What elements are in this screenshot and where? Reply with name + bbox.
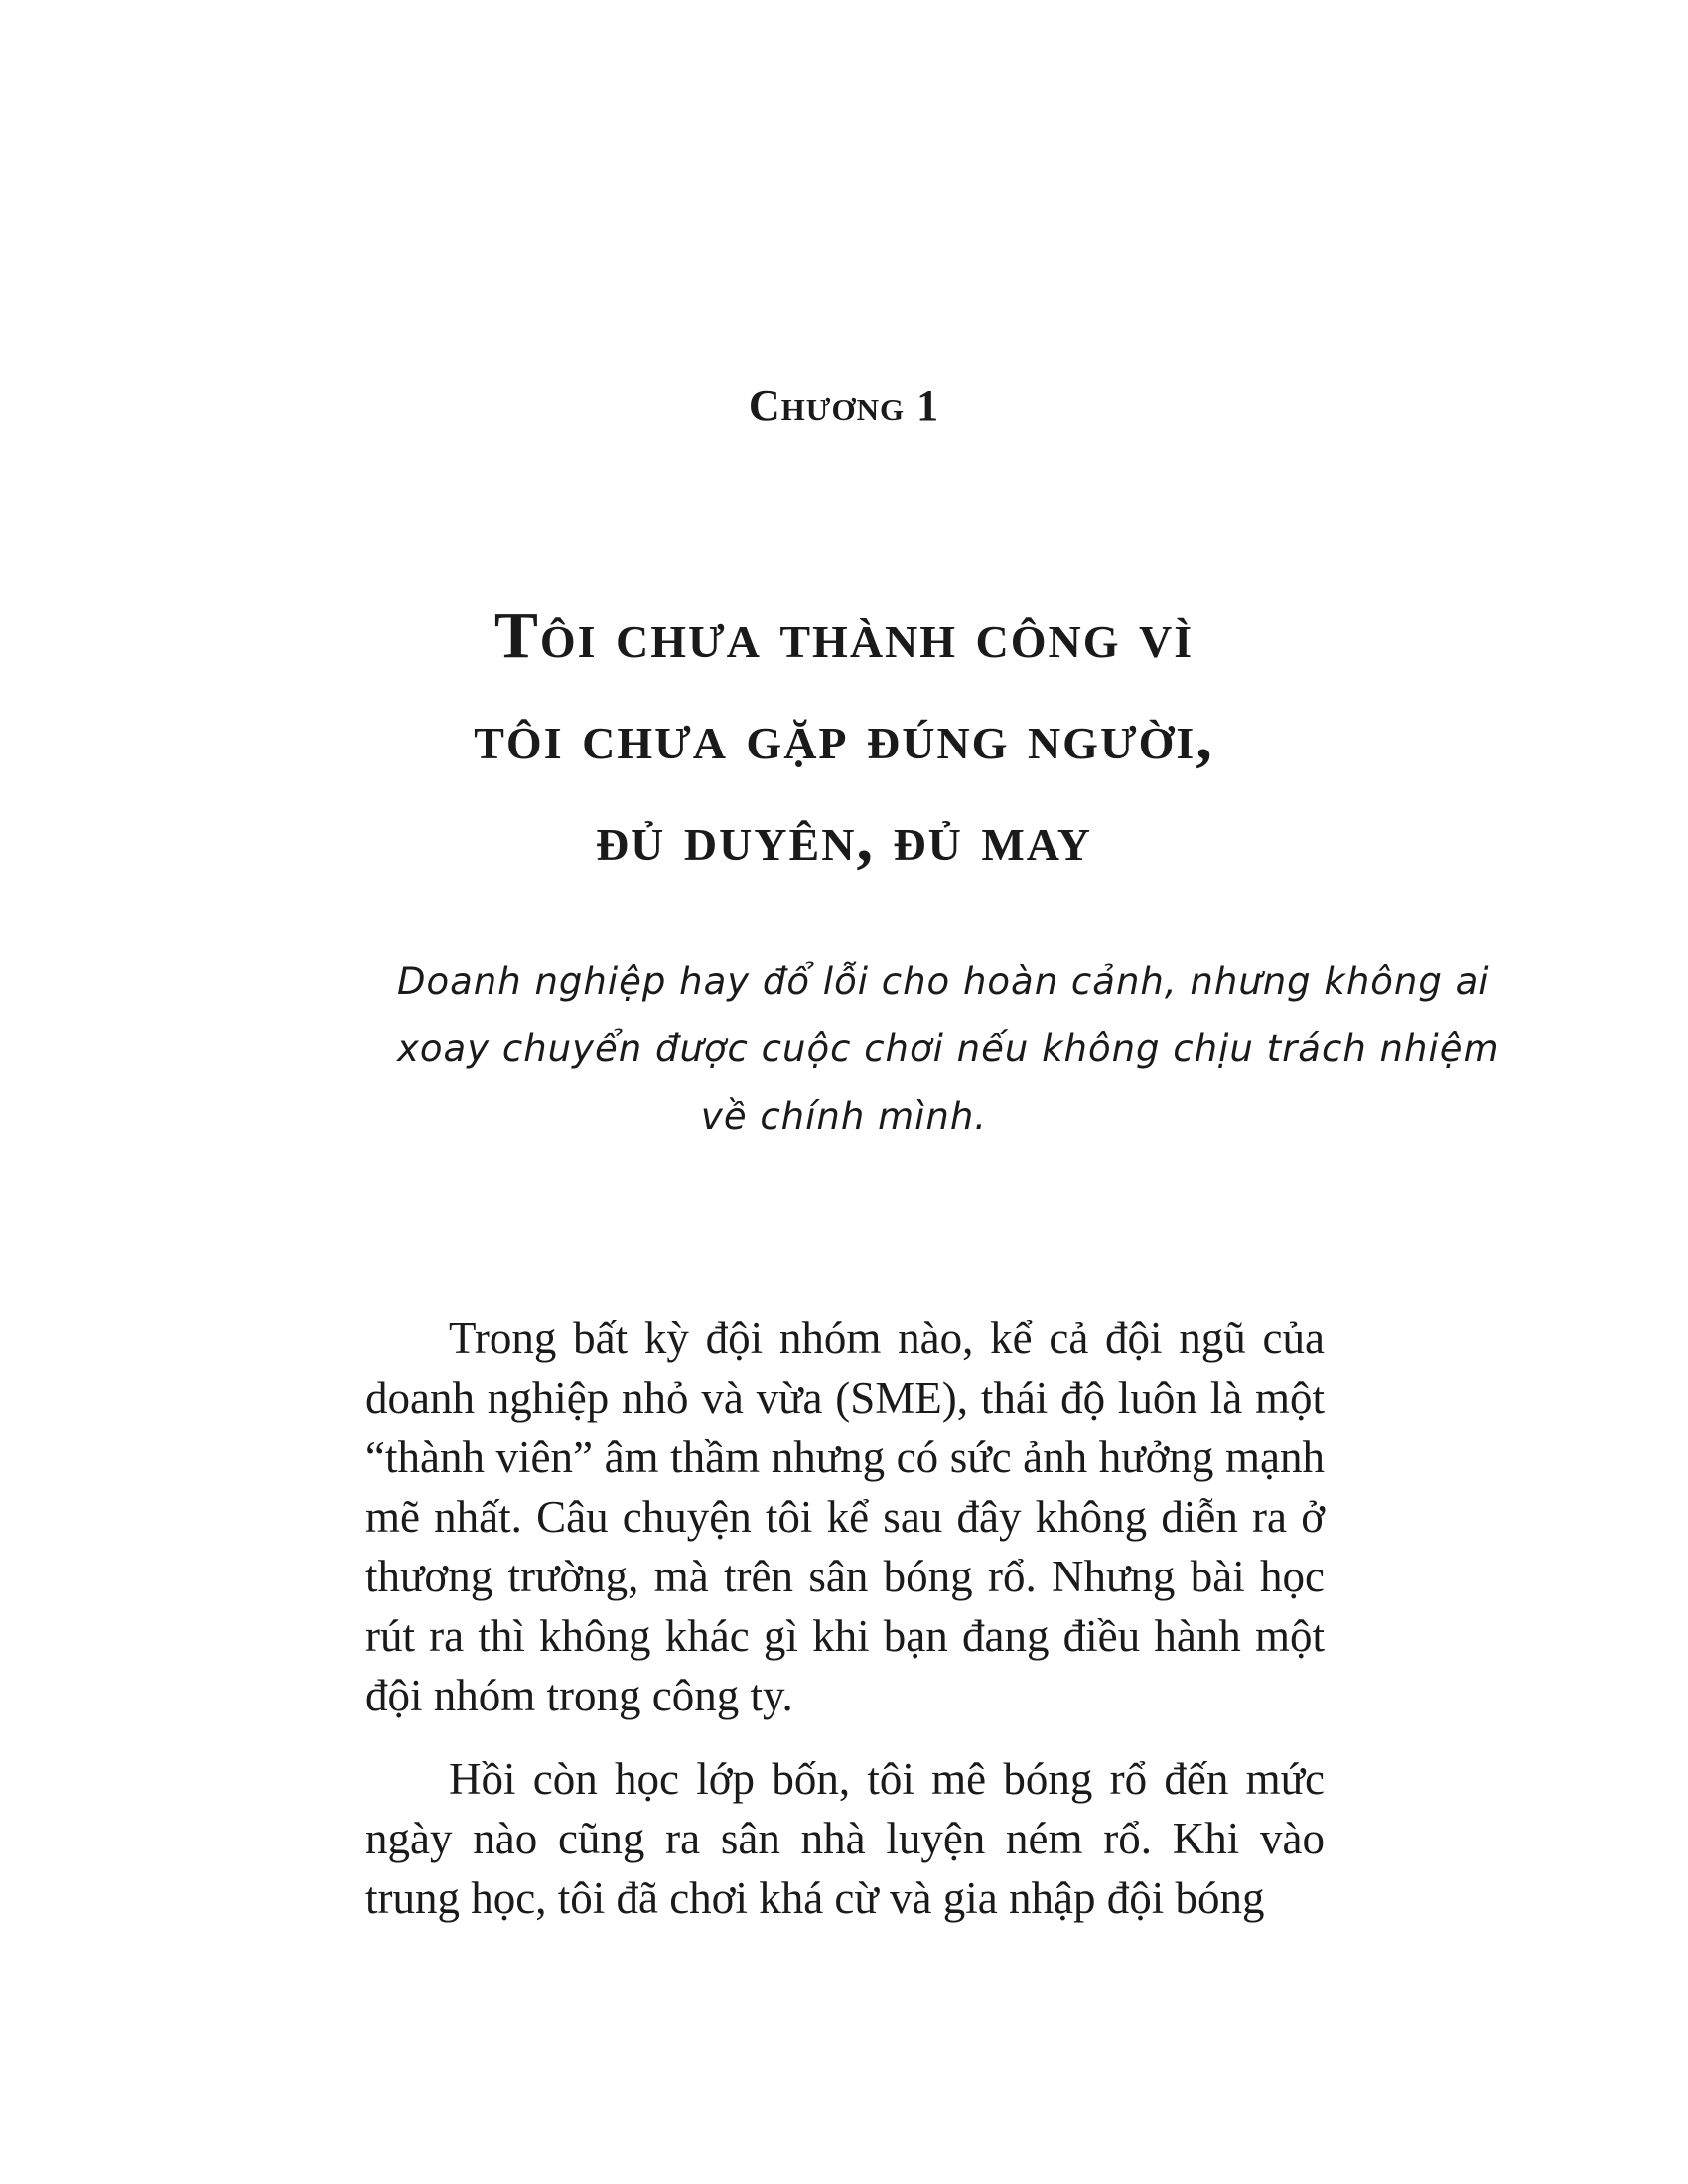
- body-paragraph: Hồi còn học lớp bốn, tôi mê bóng rổ đến mức ngày nào cũng ra sân nhà luyện ném rổ. Khi vào trung học, tôi đã chơi khá cừ và gia nhập đội bóng: [365, 1754, 1325, 1923]
- body-paragraph: Trong bất kỳ đội nhóm nào, kể cả đội ngũ của doanh nghiệp nhỏ và vừa (SME), thái độ luôn là một “thành viên” âm thầm nhưng có sức ảnh hưởng mạnh mẽ nhất. Câu chuyện tôi kể sau đây không diễn ra ở thương trường, mà trên sân bóng rổ. Nhưng bài học rút ra thì không khác gì khi bạn đang điều hành một đội nhóm trong công ty.: [365, 1313, 1325, 1720]
- chapter-label: Chương 1: [748, 381, 940, 430]
- epigraph: [397, 948, 1500, 1151]
- chapter-title-line: Tôi chưa thành công vì: [493, 600, 1195, 672]
- epigraph-line: Doanh nghiệp hay đổ lỗi cho hoàn cảnh, nhưng không ai: [397, 960, 1490, 1003]
- chapter-title-line: đủ duyên, đủ may: [595, 802, 1093, 875]
- chapter-title-line: tôi chưa gặp đúng người,: [474, 701, 1214, 773]
- body-text: [365, 1308, 1325, 1952]
- epigraph-line: về chính mình.: [700, 1095, 988, 1138]
- chapter-title: [338, 586, 1350, 889]
- epigraph-line: xoay chuyển được cuộc chơi nếu không chịu trách nhiệm: [397, 1027, 1500, 1070]
